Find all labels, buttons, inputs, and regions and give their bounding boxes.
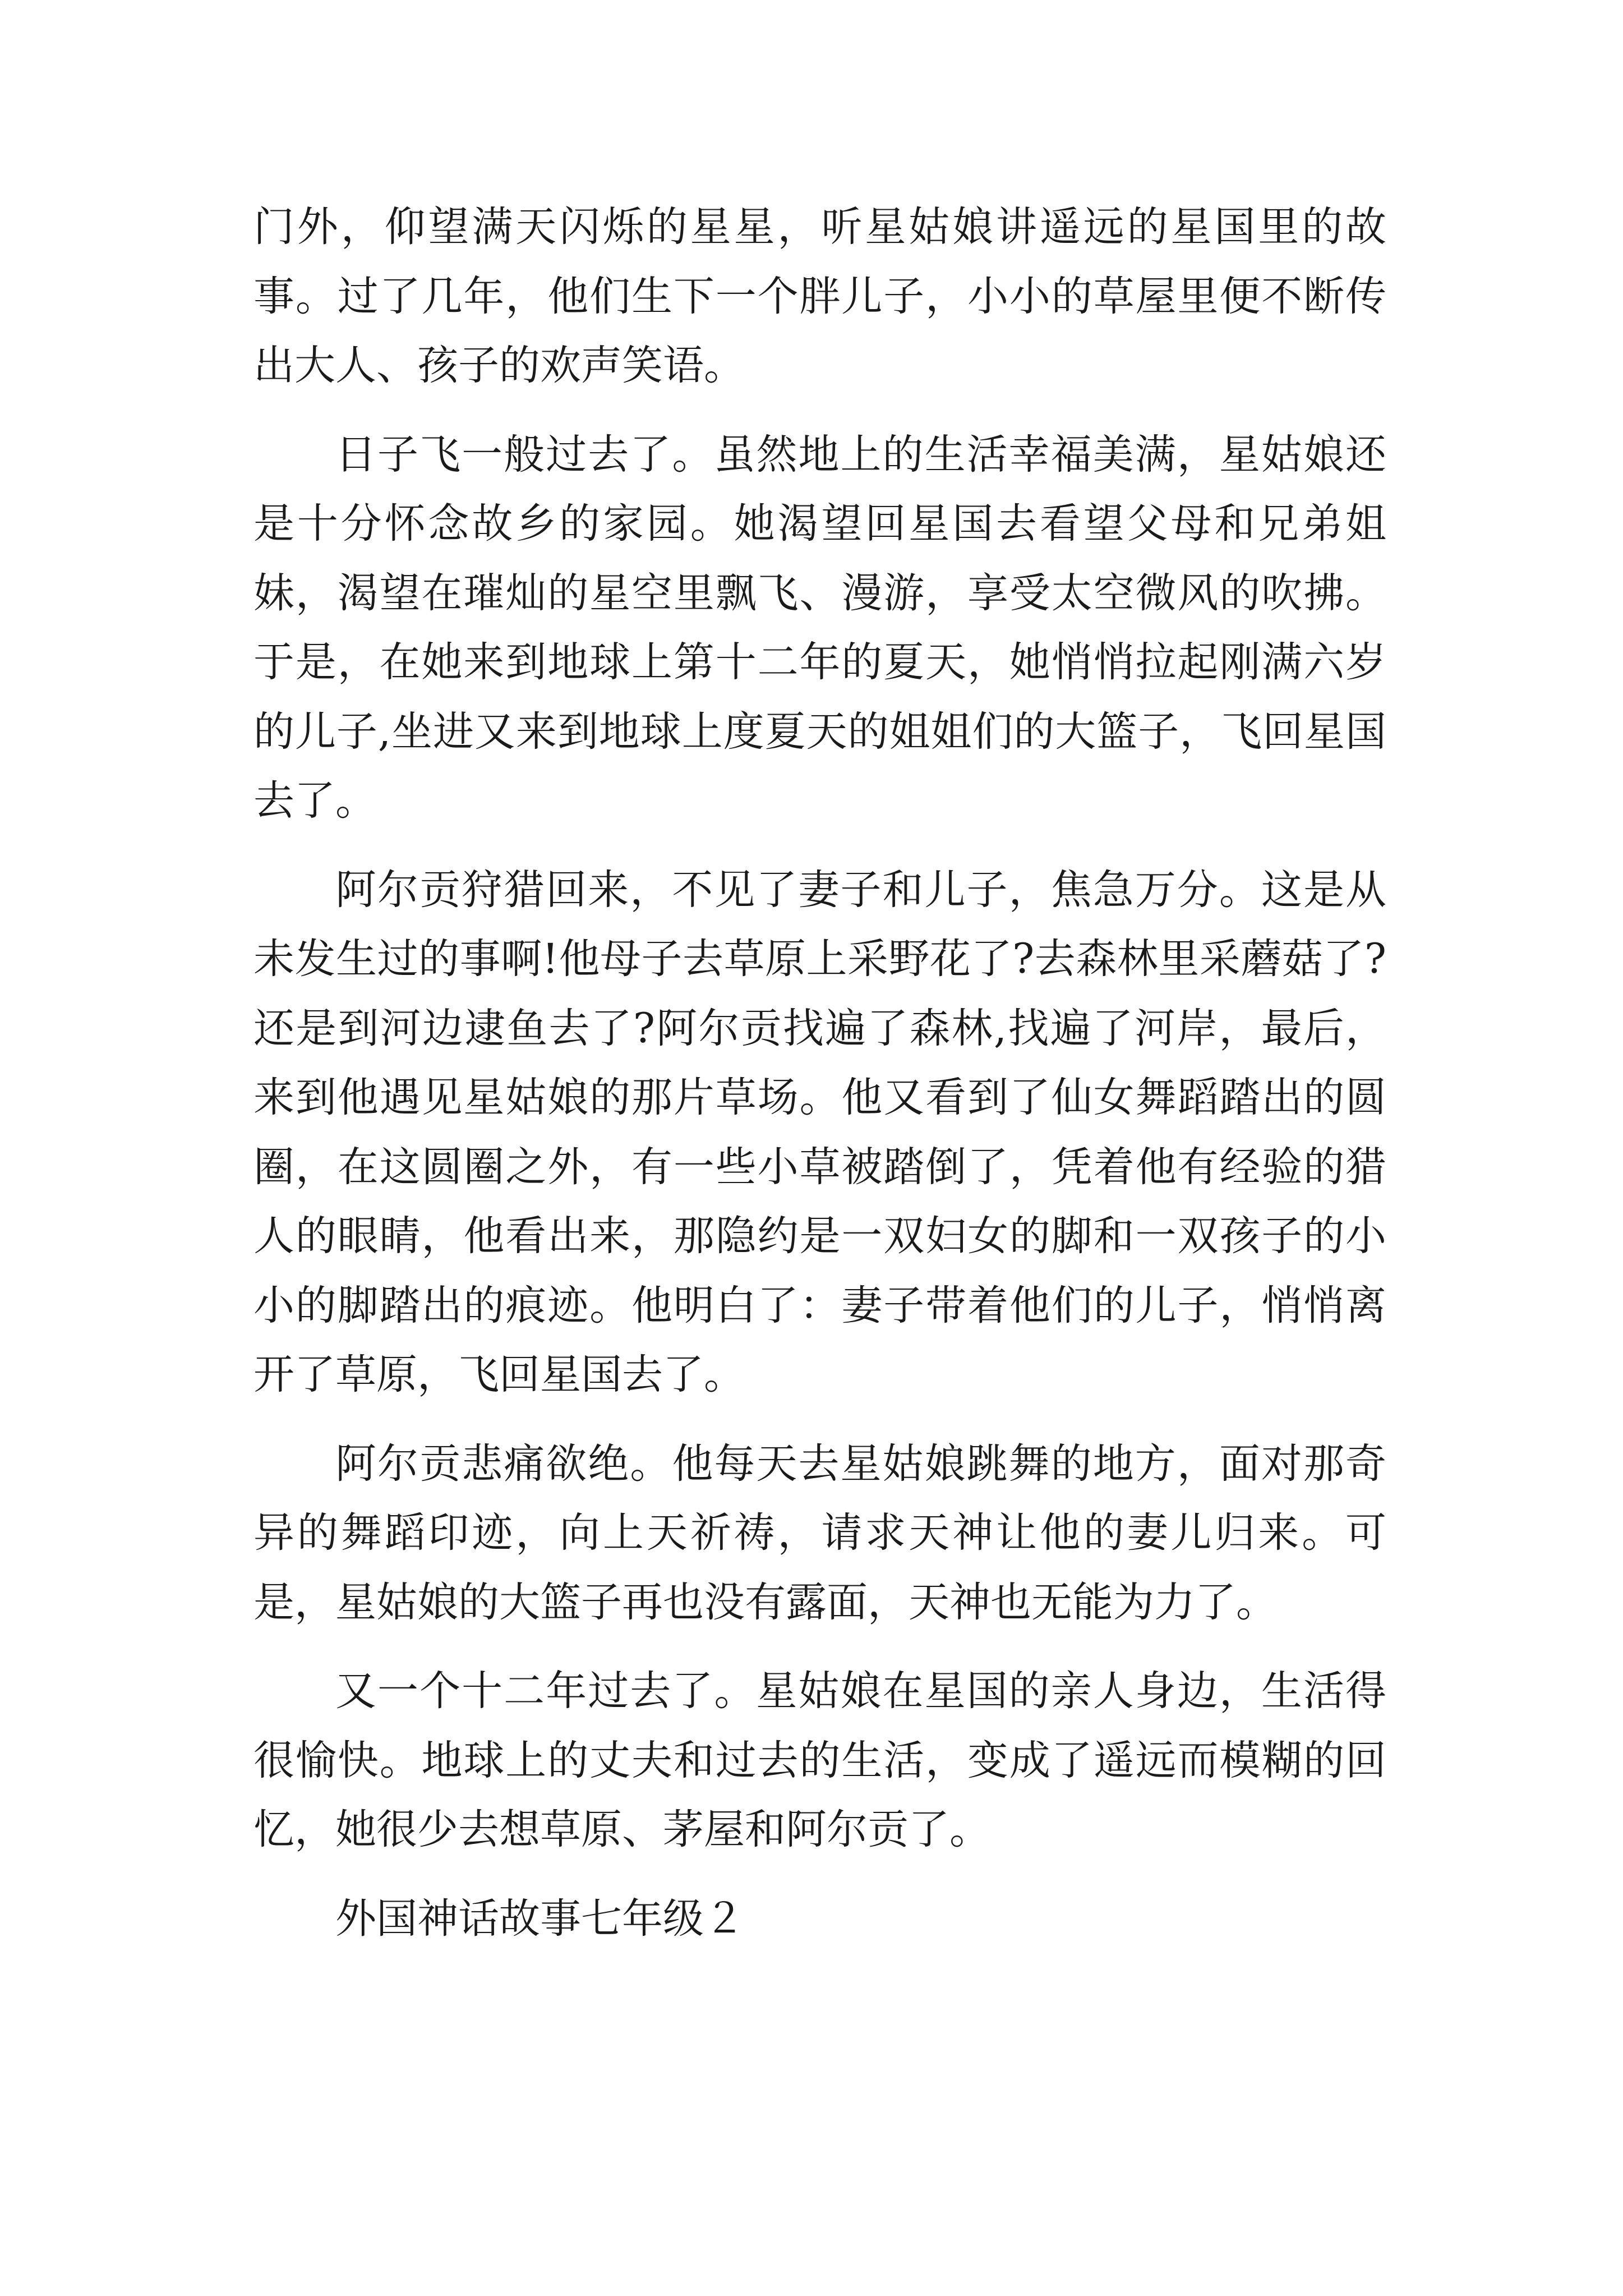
paragraph-algon-searching: 阿尔贡狩猎回来，不见了妻子和儿子，焦急万分。这是从未发生过的事啊!他母子去草原上采野花了?去森林里采蘑菇了?还是到河边逮鱼去了?阿尔贡找遍了森林,找遍了河岸，最后，来到他遇见星姑娘的那片草场。他又看到了仙女舞蹈踏出的圆圈，在这圆圈之外，有一些小草被踏倒了，凭着他有经验的猎人的眼睛，他看出来，那隐约是一双妇女的脚和一双孩子的小小的脚踏出的痕迹。他明白了：妻子带着他们的儿子，悄悄离开了草原，飞回星国去了。 bbox=[253, 866, 1386, 1398]
paragraph-algon-grief: 阿尔贡悲痛欲绝。他每天去星姑娘跳舞的地方，面对那奇异的舞蹈印迹，向上天祈祷，请求天神让他的妻儿归来。可是，星姑娘的大篮子再也没有露面，天神也无能为力了。 bbox=[253, 1439, 1386, 1626]
document-body bbox=[253, 192, 1386, 1973]
paragraph-twelve-years-later: 又一个十二年过去了。星姑娘在星国的亲人身边，生活得很愉快。地球上的丈夫和过去的生活，变成了遥远而模糊的回忆，她很少去想草原、茅屋和阿尔贡了。 bbox=[253, 1667, 1386, 1853]
paragraph-continuation: 门外，仰望满天闪烁的星星，听星姑娘讲遥远的星国里的故事。过了几年，他们生下一个胖儿子，小小的草屋里便不断传出大人、孩子的欢声笑语。 bbox=[253, 203, 1386, 389]
section-heading: 外国神话故事七年级２ bbox=[335, 1894, 745, 1943]
paragraph-return-to-star-country: 日子飞一般过去了。虽然地上的生活幸福美满，星姑娘还是十分怀念故乡的家园。她渴望回星国去看望父母和兄弟姐妹，渴望在璀灿的星空里飘飞、漫游，享受太空微风的吹拂。于是，在她来到地球上第十二年的夏天，她悄悄拉起刚满六岁的儿子,坐进又来到地球上度夏天的姐姐们的大篮子，飞回星国去了。 bbox=[253, 430, 1386, 825]
